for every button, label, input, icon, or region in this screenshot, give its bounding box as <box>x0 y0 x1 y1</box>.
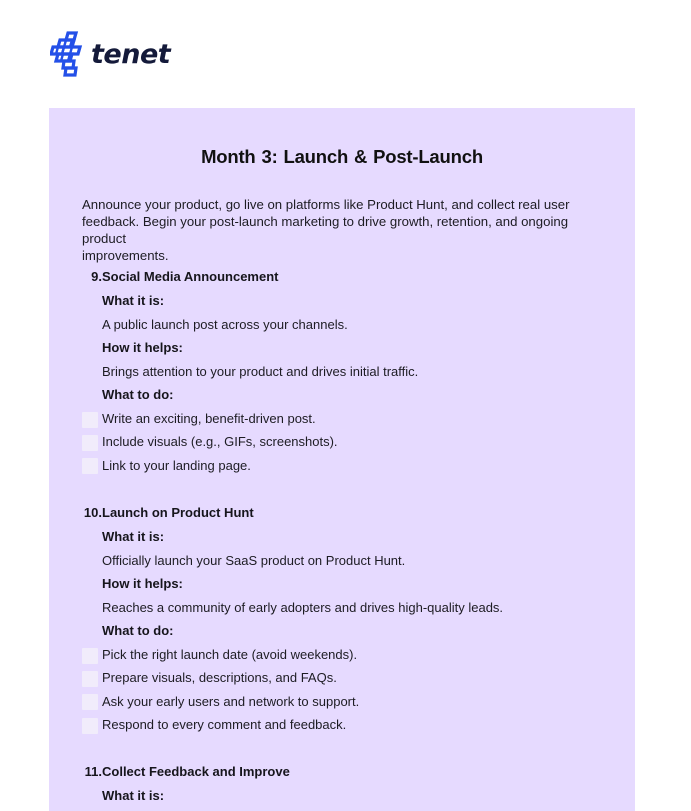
what-to-do-label: What to do: <box>102 387 174 402</box>
section-heading <box>49 505 635 523</box>
section-number: 10. <box>83 505 102 520</box>
content-panel <box>49 108 635 811</box>
how-it-helps-label: How it helps: <box>102 340 183 355</box>
todo-item-text: Include visuals (e.g., GIFs, screenshots). <box>102 434 338 449</box>
todo-checkbox[interactable] <box>82 671 98 687</box>
brand-logo <box>50 31 170 77</box>
page-title: Month 3: Launch & Post-Launch <box>201 146 483 167</box>
what-it-is-label: What it is: <box>102 529 165 544</box>
what-to-do-label: What to do: <box>102 623 174 638</box>
what-it-is-text: A public launch post across your channels. <box>102 317 348 332</box>
todo-item-text: Write an exciting, benefit-driven post. <box>102 411 316 426</box>
todo-item-text: Pick the right launch date (avoid weekends). <box>102 647 358 662</box>
what-it-is-label: What it is: <box>102 293 165 308</box>
how-it-helps-text: Reaches a community of early adopters and drives high-quality leads. <box>102 600 504 615</box>
todo-item-text: Prepare visuals, descriptions, and FAQs. <box>102 670 337 685</box>
todo-item-text: Respond to every comment and feedback. <box>102 717 347 732</box>
todo-checkbox[interactable] <box>82 694 98 710</box>
todo-checkbox[interactable] <box>82 458 98 474</box>
section-number: 9. <box>91 269 102 284</box>
intro-line: feedback. Begin your post-launch marketing to drive growth, retention, and ongoing product <box>82 214 569 246</box>
how-it-helps-text: Brings attention to your product and drives initial traffic. <box>102 364 419 379</box>
section-heading <box>49 764 635 782</box>
section-title: Social Media Announcement <box>102 269 279 284</box>
section-title: Launch on Product Hunt <box>102 505 254 520</box>
todo-item-text: Ask your early users and network to support. <box>102 694 360 709</box>
intro-line: improvements. <box>82 248 169 263</box>
intro-paragraph <box>82 196 612 264</box>
tenet-logo-mark-icon <box>50 31 86 77</box>
todo-checkbox[interactable] <box>82 435 98 451</box>
todo-checkbox[interactable] <box>82 718 98 734</box>
brand-wordmark: tenet <box>91 38 171 70</box>
section-number: 11. <box>84 764 102 779</box>
page-header <box>0 0 691 108</box>
what-it-is-label: What it is: <box>102 788 165 803</box>
intro-line: Announce your product, go live on platforms like Product Hunt, and collect real user <box>82 197 570 212</box>
how-it-helps-label: How it helps: <box>102 576 183 591</box>
section-heading <box>49 269 635 287</box>
todo-item-text: Link to your landing page. <box>102 458 251 473</box>
section-title: Collect Feedback and Improve <box>102 764 290 779</box>
todo-checkbox[interactable] <box>82 412 98 428</box>
todo-checkbox[interactable] <box>82 648 98 664</box>
what-it-is-text: Officially launch your SaaS product on Product Hunt. <box>102 553 406 568</box>
